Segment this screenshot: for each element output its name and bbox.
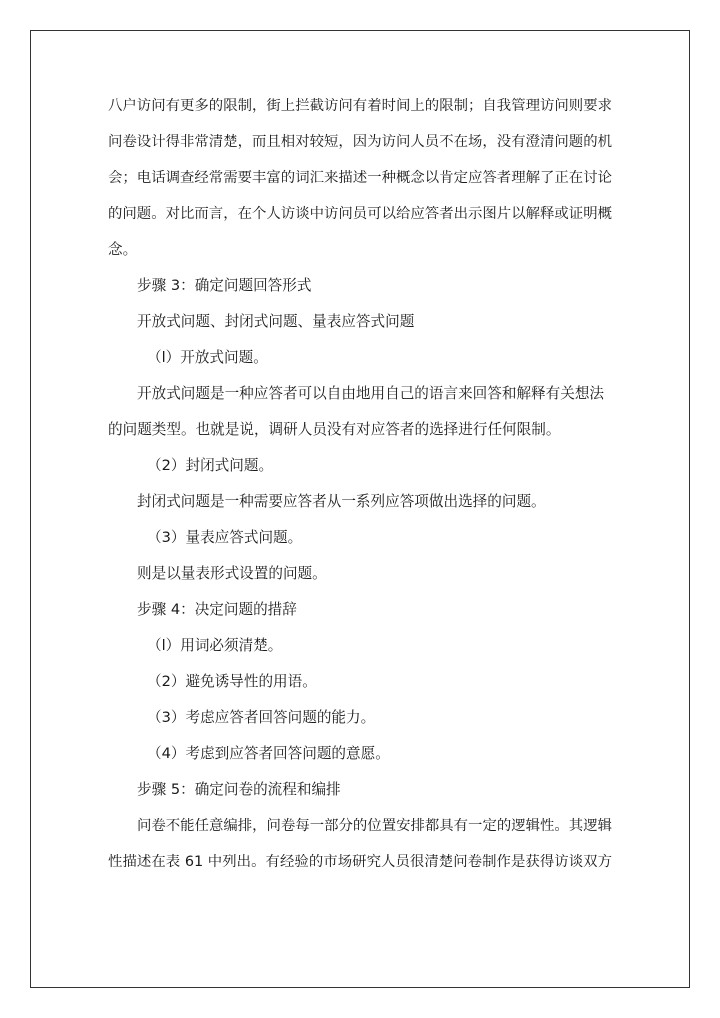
text-line: 问卷设计得非常清楚，而且相对较短，因为访问人员不在场，没有澄清问题的机 xyxy=(108,134,612,150)
text-line: 开放式问题、封闭式问题、量表应答式问题 xyxy=(137,313,415,330)
text-line: （2）封闭式问题。 xyxy=(147,457,274,474)
text-line: 步骤 5：确定问卷的流程和编排 xyxy=(137,781,341,798)
text-line: 性描述在表 61 中列出。有经验的市场研究人员很清楚问卷制作是获得访谈双方 xyxy=(108,854,612,870)
text-line: 会；电话调查经常需要丰富的词汇来描述一种概念以肯定应答者理解了正在讨论 xyxy=(108,170,612,186)
text-line: 的问题类型。也就是说，调研人员没有对应答者的选择进行任何限制。 xyxy=(108,421,561,438)
text-line: （l）用词必须清楚。 xyxy=(147,637,283,654)
text-line: （2）避免诱导性的用语。 xyxy=(147,673,317,690)
text-line: 开放式问题是一种应答者可以自由地用自己的语言来回答和解释有关想法 xyxy=(137,385,605,402)
text-line: 封闭式问题是一种需要应答者从一系列应答项做出选择的问题。 xyxy=(137,493,546,510)
text-line: 则是以量表形式设置的问题。 xyxy=(137,565,327,582)
text-line: （3）考虑应答者回答问题的能力。 xyxy=(147,709,376,726)
text-line: 问卷不能任意编排，问卷每一部分的位置安排都具有一定的逻辑性。其逻辑 xyxy=(137,818,612,834)
text-line: 步骤 4：决定问题的措辞 xyxy=(137,601,297,618)
text-line: 八户访问有更多的限制，街上拦截访问有着时间上的限制；自我管理访问则要求 xyxy=(108,98,612,114)
text-line: 念。 xyxy=(108,241,138,258)
text-line: 的问题。对比而言，在个人访谈中访问员可以给应答者出示图片以解释或证明概 xyxy=(108,206,612,222)
text-line: （l）开放式问题。 xyxy=(147,349,268,366)
text-line: （4）考虑到应答者回答问题的意愿。 xyxy=(147,745,390,762)
text-line: （3）量表应答式问题。 xyxy=(147,529,303,546)
text-line: 步骤 3：确定问题回答形式 xyxy=(137,277,312,294)
document-body xyxy=(108,88,612,880)
